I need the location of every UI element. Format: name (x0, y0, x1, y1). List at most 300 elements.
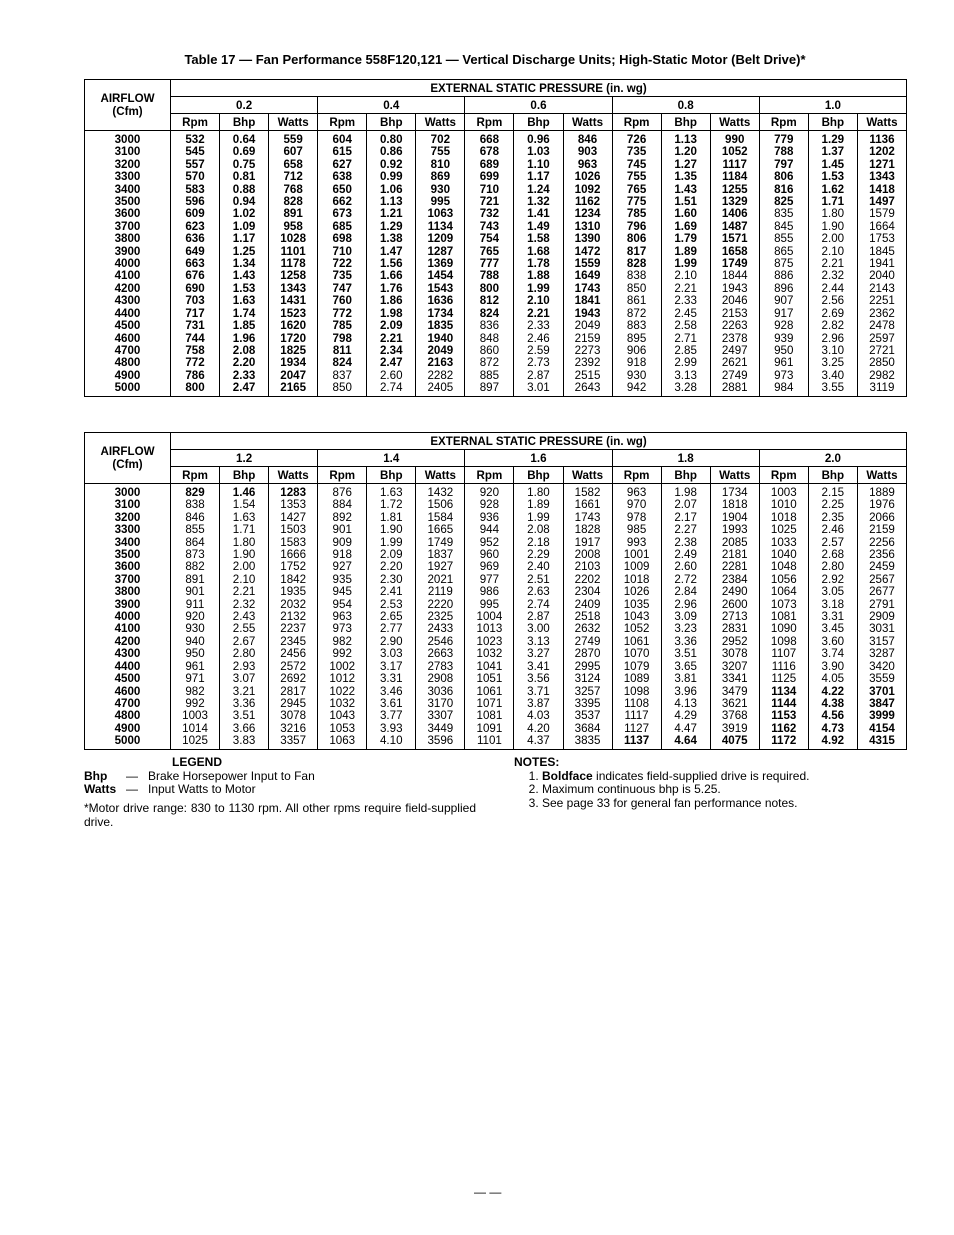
column-header-watts: Watts (269, 114, 318, 131)
watts-cell: 1092 (563, 184, 612, 196)
watts-cell: 2459 (857, 561, 906, 573)
table-row (85, 735, 907, 749)
rpm-cell: 848 (465, 333, 514, 345)
column-header-bhp: Bhp (367, 114, 416, 131)
bhp-cell: 2.63 (514, 586, 563, 598)
rpm-cell: 1071 (465, 698, 514, 710)
rpm-cell: 855 (171, 524, 220, 536)
column-header-rpm: Rpm (171, 467, 220, 484)
bhp-cell: 2.33 (220, 370, 269, 382)
rpm-cell: 811 (318, 345, 367, 357)
watts-cell: 2132 (269, 611, 318, 623)
bhp-cell: 1.03 (514, 146, 563, 158)
rpm-cell: 806 (759, 171, 808, 183)
rpm-cell: 532 (171, 131, 220, 147)
bhp-cell: 1.29 (808, 131, 857, 147)
rpm-cell: 1048 (759, 561, 808, 573)
watts-cell: 1543 (416, 283, 465, 295)
bhp-cell: 1.13 (661, 131, 710, 147)
airflow-cell: 4500 (114, 319, 141, 333)
bhp-cell: 1.56 (367, 258, 416, 270)
bhp-cell: 1.46 (220, 484, 269, 500)
note-item (542, 783, 914, 797)
bhp-cell: 1.60 (661, 208, 710, 220)
bhp-cell: 3.74 (808, 648, 857, 660)
rpm-cell: 754 (465, 233, 514, 245)
watts-cell: 3847 (857, 698, 906, 710)
bhp-cell: 0.88 (220, 184, 269, 196)
bhp-cell: 2.49 (661, 549, 710, 561)
bhp-cell: 1.80 (514, 484, 563, 500)
bhp-cell: 2.69 (808, 308, 857, 320)
rpm-cell: 861 (612, 295, 661, 307)
bhp-cell: 3.55 (808, 382, 857, 396)
bhp-cell: 1.96 (220, 333, 269, 345)
table-row (85, 131, 907, 147)
watts-cell: 1209 (416, 233, 465, 245)
bhp-cell: 2.93 (220, 661, 269, 673)
airflow-cell: 3500 (114, 195, 141, 209)
watts-cell: 2643 (563, 382, 612, 396)
watts-cell: 3078 (710, 648, 759, 660)
rpm-cell: 892 (318, 512, 367, 524)
bhp-cell: 2.68 (808, 549, 857, 561)
watts-cell: 2273 (563, 345, 612, 357)
bhp-cell: 2.45 (661, 308, 710, 320)
rpm-cell: 785 (612, 208, 661, 220)
rpm-cell: 960 (465, 549, 514, 561)
rpm-cell: 945 (318, 586, 367, 598)
rpm-cell: 936 (465, 512, 514, 524)
rpm-cell: 901 (318, 524, 367, 536)
rpm-cell: 1081 (759, 611, 808, 623)
rpm-cell: 636 (171, 233, 220, 245)
bhp-cell: 4.56 (808, 710, 857, 722)
rpm-cell: 824 (465, 308, 514, 320)
bhp-cell: 2.21 (808, 258, 857, 270)
bhp-cell: 3.87 (514, 698, 563, 710)
watts-cell: 2220 (416, 599, 465, 611)
table-row (85, 499, 907, 511)
rpm-cell: 1134 (759, 686, 808, 698)
watts-cell: 1101 (269, 246, 318, 258)
rpm-cell: 897 (465, 382, 514, 396)
rpm-cell: 1051 (465, 673, 514, 685)
esp-header: EXTERNAL STATIC PRESSURE (in. wg) (171, 80, 907, 97)
rpm-cell: 1061 (612, 636, 661, 648)
rpm-cell: 772 (171, 357, 220, 369)
rpm-cell: 788 (759, 146, 808, 158)
rpm-cell: 1018 (612, 574, 661, 586)
rpm-cell: 860 (465, 345, 514, 357)
rpm-cell: 944 (465, 524, 514, 536)
bhp-cell: 3.65 (661, 661, 710, 673)
bhp-cell: 3.23 (661, 623, 710, 635)
bhp-cell: 2.15 (808, 484, 857, 500)
watts-cell: 2325 (416, 611, 465, 623)
airflow-cell: 3300 (114, 170, 141, 184)
bhp-cell: 4.37 (514, 735, 563, 749)
bhp-cell: 4.29 (661, 710, 710, 722)
airflow-cell: 3000 (114, 133, 141, 146)
bhp-cell: 2.73 (514, 357, 563, 369)
bhp-cell: 3.05 (808, 586, 857, 598)
watts-cell: 958 (269, 221, 318, 233)
column-header-watts: Watts (563, 467, 612, 484)
watts-cell: 1841 (563, 295, 612, 307)
airflow-cell: 3000 (114, 486, 141, 499)
airflow-cell: 3900 (114, 244, 141, 258)
watts-cell: 1487 (710, 221, 759, 233)
watts-cell: 2817 (269, 686, 318, 698)
rpm-cell: 909 (318, 537, 367, 549)
rpm-cell: 1144 (759, 698, 808, 710)
watts-cell: 2362 (857, 308, 906, 320)
bhp-cell: 0.69 (220, 146, 269, 158)
watts-cell: 2202 (563, 574, 612, 586)
bhp-cell: 2.58 (661, 320, 710, 332)
bhp-cell: 3.46 (367, 686, 416, 698)
bhp-cell: 2.92 (808, 574, 857, 586)
watts-cell: 990 (710, 131, 759, 147)
watts-cell: 559 (269, 131, 318, 147)
rpm-cell: 992 (171, 698, 220, 710)
bhp-cell: 2.44 (808, 283, 857, 295)
watts-cell: 995 (416, 196, 465, 208)
bhp-cell: 1.45 (808, 159, 857, 171)
bhp-cell: 1.54 (220, 499, 269, 511)
rpm-cell: 1061 (465, 686, 514, 698)
legend-item (84, 770, 504, 784)
rpm-cell: 886 (759, 270, 808, 282)
watts-cell: 2103 (563, 561, 612, 573)
watts-cell: 1454 (416, 270, 465, 282)
bhp-cell: 0.64 (220, 131, 269, 147)
airflow-cell: 4800 (114, 709, 141, 723)
watts-cell: 1271 (857, 159, 906, 171)
watts-cell: 846 (563, 131, 612, 147)
bhp-cell: 1.09 (220, 221, 269, 233)
bhp-cell: 1.63 (220, 512, 269, 524)
rpm-cell: 755 (612, 171, 661, 183)
watts-cell: 1506 (416, 499, 465, 511)
rpm-cell: 1091 (465, 723, 514, 735)
rpm-cell: 777 (465, 258, 514, 270)
bhp-cell: 1.20 (661, 146, 710, 158)
watts-cell: 1904 (710, 512, 759, 524)
rpm-cell: 838 (612, 270, 661, 282)
column-header-bhp: Bhp (367, 467, 416, 484)
column-header-bhp: Bhp (661, 467, 710, 484)
watts-cell: 3537 (563, 710, 612, 722)
table-row (85, 270, 907, 282)
bhp-cell: 2.00 (808, 233, 857, 245)
rpm-cell: 689 (465, 159, 514, 171)
column-header-watts: Watts (416, 114, 465, 131)
watts-cell: 2085 (710, 537, 759, 549)
rpm-cell: 928 (465, 499, 514, 511)
rpm-cell: 917 (759, 308, 808, 320)
watts-cell: 1406 (710, 208, 759, 220)
watts-cell: 2908 (416, 673, 465, 685)
bhp-cell: 1.72 (367, 499, 416, 511)
column-header-bhp: Bhp (220, 467, 269, 484)
bhp-cell: 2.17 (661, 512, 710, 524)
bhp-cell: 1.63 (367, 484, 416, 500)
airflow-cell: 3400 (114, 182, 141, 196)
table-row (85, 586, 907, 598)
watts-cell: 1178 (269, 258, 318, 270)
column-header-rpm: Rpm (465, 114, 514, 131)
bhp-cell: 2.80 (808, 561, 857, 573)
airflow-cell: 4600 (114, 684, 141, 698)
bhp-cell: 3.60 (808, 636, 857, 648)
watts-cell: 2032 (269, 599, 318, 611)
rpm-cell: 895 (612, 333, 661, 345)
watts-cell: 2515 (563, 370, 612, 382)
rpm-cell: 717 (171, 308, 220, 320)
rpm-cell: 745 (612, 159, 661, 171)
watts-cell: 2066 (857, 512, 906, 524)
watts-cell: 3119 (857, 382, 906, 396)
rpm-cell: 961 (171, 661, 220, 673)
watts-cell: 658 (269, 159, 318, 171)
rpm-cell: 690 (171, 283, 220, 295)
rpm-cell: 1035 (612, 599, 661, 611)
rpm-cell: 961 (759, 357, 808, 369)
bhp-cell: 2.10 (220, 574, 269, 586)
bhp-cell: 1.49 (514, 221, 563, 233)
rpm-cell: 788 (465, 270, 514, 282)
legend-dash: — (126, 782, 138, 796)
watts-cell: 1927 (416, 561, 465, 573)
watts-cell: 1620 (269, 320, 318, 332)
note-item (542, 797, 914, 811)
watts-cell: 3621 (710, 698, 759, 710)
rpm-cell: 710 (465, 184, 514, 196)
watts-cell: 1935 (269, 586, 318, 598)
watts-cell: 2392 (563, 357, 612, 369)
rpm-cell: 911 (171, 599, 220, 611)
watts-cell: 1283 (269, 484, 318, 500)
note-text: indicates field-supplied drive is required. (592, 768, 810, 783)
pressure-header: 0.4 (318, 97, 465, 114)
rpm-cell: 984 (759, 382, 808, 396)
bhp-cell: 3.45 (808, 623, 857, 635)
rpm-cell: 775 (612, 196, 661, 208)
watts-cell: 2572 (269, 661, 318, 673)
legend-key: Bhp (84, 768, 108, 783)
watts-cell: 3768 (710, 710, 759, 722)
bhp-cell: 1.53 (220, 283, 269, 295)
bhp-cell: 3.27 (514, 648, 563, 660)
bhp-cell: 1.88 (514, 270, 563, 282)
pressure-header: 2.0 (759, 450, 906, 467)
watts-cell: 2263 (710, 320, 759, 332)
bhp-cell: 4.92 (808, 735, 857, 749)
pressure-header: 1.4 (318, 450, 465, 467)
watts-cell: 2721 (857, 345, 906, 357)
watts-cell: 1943 (563, 308, 612, 320)
watts-cell: 768 (269, 184, 318, 196)
watts-cell: 1117 (710, 159, 759, 171)
rpm-cell: 721 (465, 196, 514, 208)
table-row (85, 648, 907, 660)
rpm-cell: 825 (759, 196, 808, 208)
watts-cell: 1941 (857, 258, 906, 270)
column-header-rpm: Rpm (759, 467, 808, 484)
rpm-cell: 1107 (759, 648, 808, 660)
rpm-cell: 1004 (465, 611, 514, 623)
watts-cell: 1753 (857, 233, 906, 245)
watts-cell: 1432 (416, 484, 465, 500)
column-header-bhp: Bhp (808, 467, 857, 484)
table-row (85, 233, 907, 245)
watts-cell: 1734 (710, 484, 759, 500)
rpm-cell: 1125 (759, 673, 808, 685)
rpm-cell: 796 (612, 221, 661, 233)
watts-cell: 2597 (857, 333, 906, 345)
column-header-watts: Watts (710, 114, 759, 131)
rpm-cell: 772 (318, 308, 367, 320)
rpm-cell: 685 (318, 221, 367, 233)
bhp-cell: 2.53 (367, 599, 416, 611)
rpm-cell: 758 (171, 345, 220, 357)
watts-cell: 828 (269, 196, 318, 208)
bhp-cell: 1.35 (661, 171, 710, 183)
rpm-cell: 836 (465, 320, 514, 332)
pressure-header: 0.6 (465, 97, 612, 114)
bhp-cell: 2.74 (514, 599, 563, 611)
watts-cell: 2663 (416, 648, 465, 660)
watts-cell: 755 (416, 146, 465, 158)
bhp-cell: 2.60 (367, 370, 416, 382)
rpm-cell: 1012 (318, 673, 367, 685)
bhp-cell: 2.18 (514, 537, 563, 549)
bhp-cell: 3.40 (808, 370, 857, 382)
watts-cell: 1234 (563, 208, 612, 220)
airflow-cell: 3100 (114, 145, 141, 159)
bhp-cell: 3.31 (367, 673, 416, 685)
watts-cell: 3257 (563, 686, 612, 698)
rpm-cell: 732 (465, 208, 514, 220)
bhp-cell: 4.38 (808, 698, 857, 710)
rpm-cell: 583 (171, 184, 220, 196)
rpm-cell: 1033 (759, 537, 808, 549)
bhp-cell: 1.51 (661, 196, 710, 208)
watts-cell: 2692 (269, 673, 318, 685)
watts-cell: 903 (563, 146, 612, 158)
rpm-cell: 906 (612, 345, 661, 357)
rpm-cell: 876 (318, 484, 367, 500)
rpm-cell: 786 (171, 370, 220, 382)
watts-cell: 1845 (857, 246, 906, 258)
watts-cell: 1734 (416, 308, 465, 320)
airflow-cell: 4300 (114, 647, 141, 661)
rpm-cell: 722 (318, 258, 367, 270)
watts-cell: 2282 (416, 370, 465, 382)
bhp-cell: 1.71 (808, 196, 857, 208)
table-row (85, 710, 907, 722)
bhp-cell: 4.20 (514, 723, 563, 735)
bhp-cell: 2.30 (367, 574, 416, 586)
rpm-cell: 650 (318, 184, 367, 196)
rpm-cell: 873 (171, 549, 220, 561)
bhp-cell: 2.09 (367, 549, 416, 561)
airflow-cell: 3100 (114, 498, 141, 512)
bhp-cell: 1.37 (808, 146, 857, 158)
bhp-cell: 2.90 (367, 636, 416, 648)
bhp-cell: 2.10 (514, 295, 563, 307)
bhp-cell: 4.05 (808, 673, 857, 685)
bhp-cell: 0.99 (367, 171, 416, 183)
rpm-cell: 1032 (318, 698, 367, 710)
legend (84, 756, 504, 797)
watts-cell: 3170 (416, 698, 465, 710)
rpm-cell: 649 (171, 246, 220, 258)
watts-cell: 1825 (269, 345, 318, 357)
column-header-rpm: Rpm (759, 114, 808, 131)
watts-cell: 2165 (269, 382, 318, 396)
bhp-cell: 2.87 (514, 370, 563, 382)
watts-cell: 1497 (857, 196, 906, 208)
column-header-rpm: Rpm (318, 114, 367, 131)
rpm-cell: 927 (318, 561, 367, 573)
watts-cell: 3919 (710, 723, 759, 735)
rpm-cell: 838 (171, 499, 220, 511)
watts-cell: 1889 (857, 484, 906, 500)
bhp-cell: 0.94 (220, 196, 269, 208)
bhp-cell: 4.10 (367, 735, 416, 749)
rpm-cell: 627 (318, 159, 367, 171)
watts-cell: 3420 (857, 661, 906, 673)
rpm-cell: 950 (759, 345, 808, 357)
bhp-cell: 2.96 (808, 333, 857, 345)
motor-drive-footnote: *Motor drive range: 830 to 1130 rpm. All other rpms require field-supplied drive. (84, 801, 476, 829)
watts-cell: 869 (416, 171, 465, 183)
watts-cell: 2046 (710, 295, 759, 307)
watts-cell: 2378 (710, 333, 759, 345)
rpm-cell: 731 (171, 320, 220, 332)
bhp-cell: 2.21 (367, 333, 416, 345)
rpm-cell: 1002 (318, 661, 367, 673)
watts-cell: 2831 (710, 623, 759, 635)
rpm-cell: 1079 (612, 661, 661, 673)
notes-title: NOTES: (514, 755, 560, 769)
esp-header: EXTERNAL STATIC PRESSURE (in. wg) (171, 433, 907, 450)
rpm-cell: 963 (612, 484, 661, 500)
rpm-cell: 963 (318, 611, 367, 623)
airflow-cell: 4400 (114, 659, 141, 673)
watts-cell: 1353 (269, 499, 318, 511)
watts-cell: 1202 (857, 146, 906, 158)
rpm-cell: 710 (318, 246, 367, 258)
rpm-cell: 1003 (171, 710, 220, 722)
pressure-header: 1.0 (759, 97, 906, 114)
bhp-cell: 3.00 (514, 623, 563, 635)
watts-cell: 1559 (563, 258, 612, 270)
rpm-cell: 978 (612, 512, 661, 524)
watts-cell: 1427 (269, 512, 318, 524)
rpm-cell: 638 (318, 171, 367, 183)
bhp-cell: 1.90 (808, 221, 857, 233)
watts-cell: 2945 (269, 698, 318, 710)
bhp-cell: 1.13 (367, 196, 416, 208)
note-bold: Boldface (542, 768, 593, 783)
rpm-cell: 1043 (612, 611, 661, 623)
rpm-cell: 596 (171, 196, 220, 208)
bhp-cell: 1.74 (220, 308, 269, 320)
